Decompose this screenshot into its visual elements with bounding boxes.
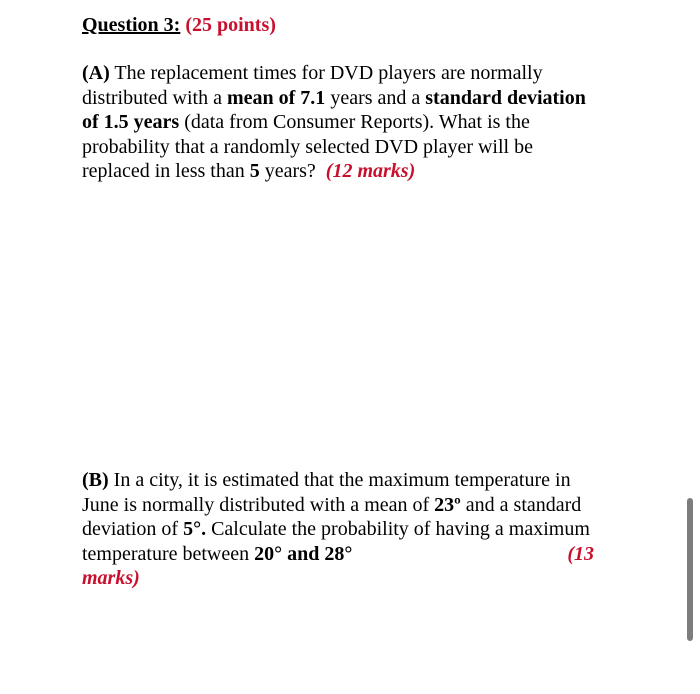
part-b-text-2a: June is normally distributed with a mean of [82,493,435,516]
part-b-text-3b: Calculate the probability of having a maximum [206,518,590,540]
part-a-sd-1: standard deviation [425,86,586,109]
part-a-text-5a: replaced in less than [82,160,250,182]
part-b-range: 20° and 28° [254,542,353,565]
part-a-marks: (12 marks) [325,160,416,182]
part-b-marks-1: (13 [567,542,594,565]
part-b-marks-2: marks) [82,567,140,589]
part-a-text-1: The replacement times for DVD players are normally [114,62,543,84]
part-a-text-2b: years and a [325,86,426,109]
part-b-line-2 [82,493,622,518]
vertical-scrollbar[interactable] [687,498,693,641]
question-heading [82,10,276,40]
part-a-line-1 [82,61,622,86]
part-b-line-3 [82,517,622,542]
part-b-text-2b: and a standard [460,493,582,516]
part-b-text-4: temperature between [82,542,255,565]
part-b-tag: (B) [82,469,109,491]
part-a-five: 5 [249,160,260,182]
part-b-sd: 5°. [183,518,207,540]
part-b-text-1: In a city, it is estimated that the maximum temperature in [113,469,571,491]
part-b-text-3a: deviation of [82,518,184,540]
part-a-text-5b: years? [259,160,316,182]
part-a-paragraph [82,61,622,184]
part-a-sd-2: of 1.5 years [82,111,180,133]
part-b-line-4 [82,542,594,567]
part-a-line-2 [82,86,622,111]
part-a-line-5 [82,159,622,184]
part-b-mean: 23º [434,493,461,516]
part-a-text-2a: distributed with a [82,86,227,109]
part-b-paragraph [82,468,622,591]
part-a-line-3 [82,110,622,135]
part-b-line-4-left [82,542,352,567]
question-label: Question 3: [82,14,181,36]
part-a-mean: mean of 7.1 [226,86,326,109]
part-b-line-1 [82,468,622,493]
part-a-text-3: (data from Consumer Reports). What is the [179,111,530,133]
part-a-tag: (A) [82,62,110,84]
question-points: (25 points) [185,14,276,36]
part-a-line-4: probability that a randomly selected DVD player will be [82,135,533,158]
